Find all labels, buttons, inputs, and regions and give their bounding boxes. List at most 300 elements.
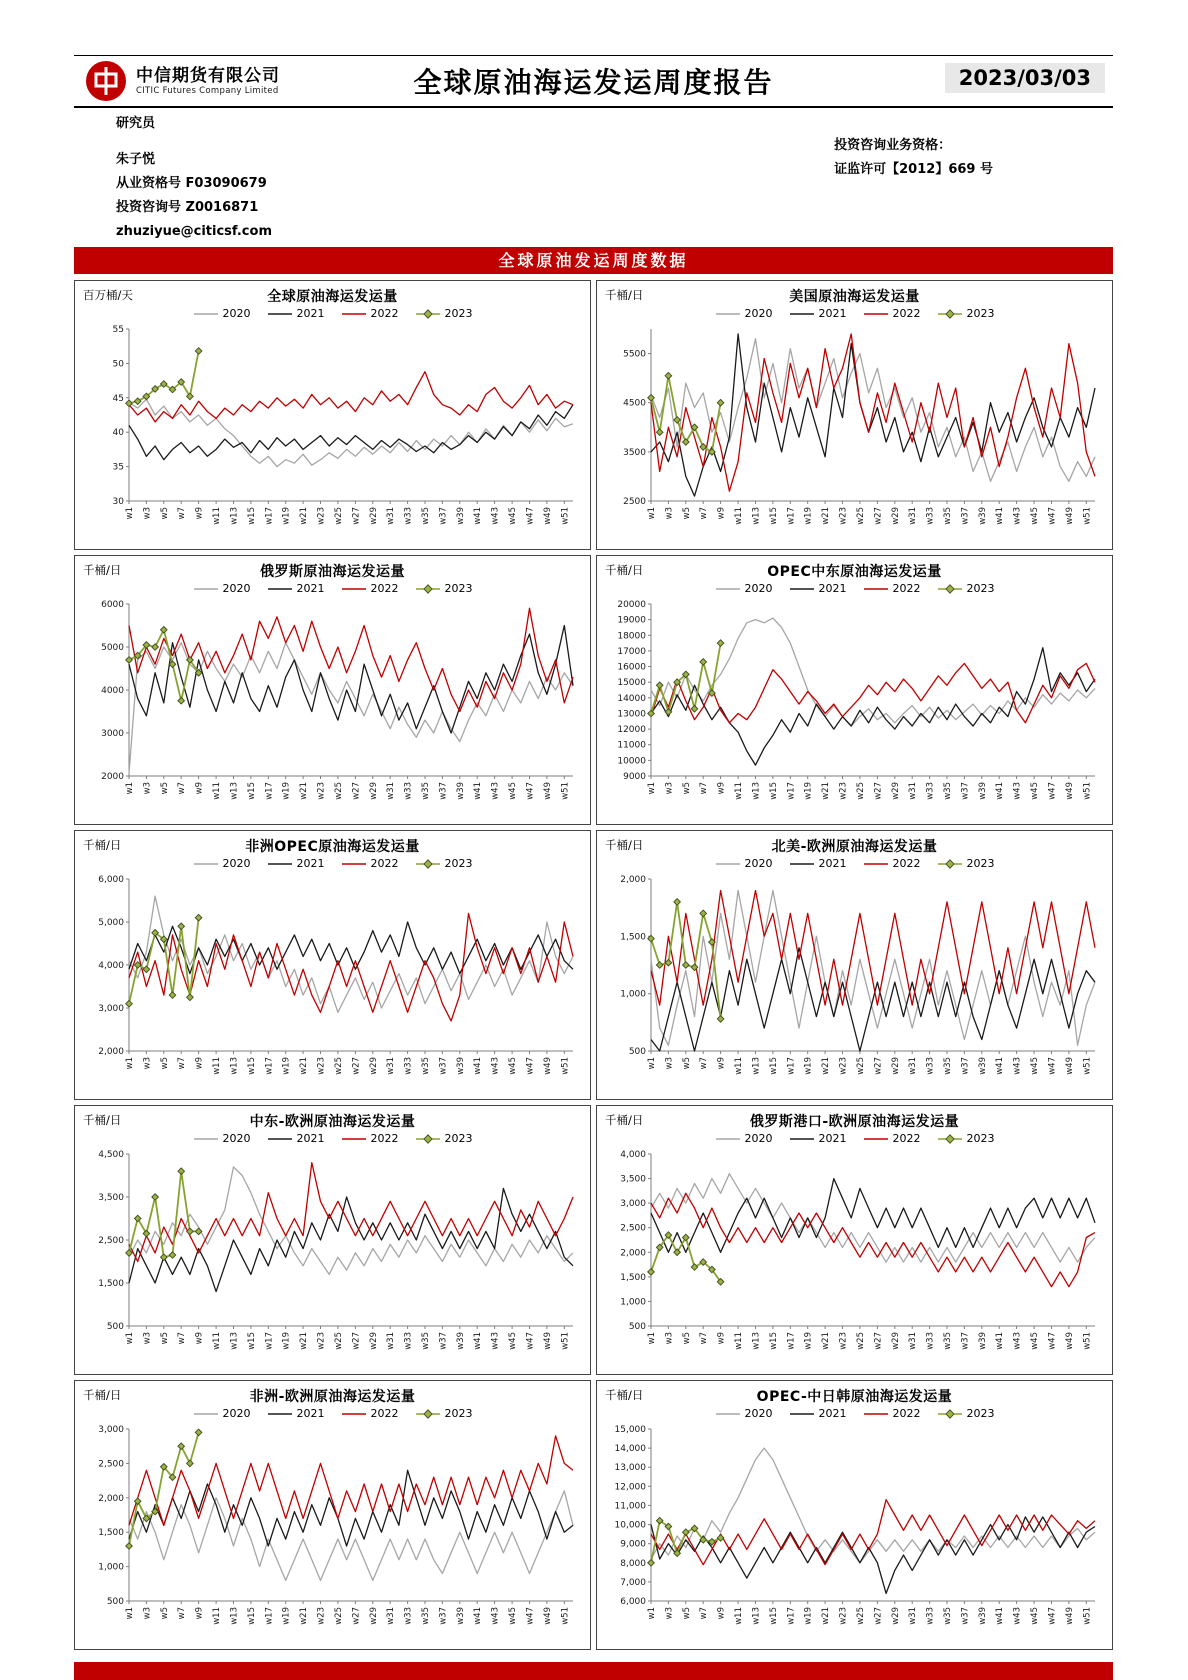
legend-line-swatch bbox=[341, 1134, 367, 1144]
legend-line-swatch bbox=[341, 859, 367, 869]
svg-text:w31: w31 bbox=[908, 1332, 919, 1350]
svg-text:w23: w23 bbox=[316, 1607, 327, 1625]
svg-text:w43: w43 bbox=[1012, 1332, 1023, 1350]
svg-text:18000: 18000 bbox=[617, 631, 646, 642]
svg-text:w29: w29 bbox=[890, 1607, 901, 1625]
svg-text:w27: w27 bbox=[873, 1057, 884, 1075]
legend-line-swatch bbox=[341, 1409, 367, 1419]
svg-text:w3: w3 bbox=[664, 1332, 675, 1345]
svg-text:w19: w19 bbox=[803, 1057, 814, 1075]
svg-text:w5: w5 bbox=[159, 782, 170, 795]
svg-text:5000: 5000 bbox=[101, 643, 124, 653]
chart-cell-us bbox=[596, 280, 1113, 550]
svg-text:w25: w25 bbox=[855, 507, 866, 525]
chart-plot bbox=[597, 871, 1112, 1100]
svg-text:w25: w25 bbox=[855, 782, 866, 800]
chart-cell-opec-cjk bbox=[596, 1380, 1113, 1650]
legend-year-label: 2020 bbox=[744, 857, 773, 870]
chart-cell-africa-opec bbox=[74, 830, 591, 1100]
legend-line-swatch bbox=[937, 859, 963, 869]
svg-text:14,000: 14,000 bbox=[614, 1444, 646, 1455]
legend-line-swatch bbox=[193, 859, 219, 869]
svg-text:w15: w15 bbox=[246, 507, 257, 525]
legend-item-2022 bbox=[341, 1132, 399, 1145]
legend-year-label: 2020 bbox=[744, 582, 773, 595]
chart-cell-mideast-europe bbox=[74, 1105, 591, 1375]
svg-text:w37: w37 bbox=[960, 1332, 971, 1350]
svg-text:w15: w15 bbox=[768, 507, 779, 525]
legend-line-swatch bbox=[193, 1409, 219, 1419]
svg-text:w13: w13 bbox=[229, 1057, 240, 1075]
svg-text:w29: w29 bbox=[368, 1057, 379, 1075]
chart-legend bbox=[597, 581, 1112, 596]
svg-text:1,000: 1,000 bbox=[620, 989, 646, 1000]
svg-text:w7: w7 bbox=[699, 782, 710, 795]
svg-text:6,000: 6,000 bbox=[620, 1597, 646, 1607]
svg-text:w1: w1 bbox=[125, 1607, 135, 1620]
legend-item-2020 bbox=[715, 857, 773, 870]
svg-text:w21: w21 bbox=[821, 1607, 832, 1625]
legend-item-2021 bbox=[267, 1407, 325, 1420]
svg-text:w35: w35 bbox=[943, 1332, 953, 1350]
svg-text:w31: w31 bbox=[386, 1057, 397, 1075]
legend-item-2022 bbox=[341, 582, 399, 595]
svg-text:w51: w51 bbox=[1082, 1332, 1093, 1350]
svg-text:w19: w19 bbox=[281, 782, 292, 800]
svg-text:w49: w49 bbox=[1064, 1607, 1075, 1625]
svg-text:w35: w35 bbox=[421, 1332, 431, 1350]
svg-text:w49: w49 bbox=[542, 1607, 553, 1625]
svg-text:w15: w15 bbox=[768, 782, 779, 800]
svg-text:3,000: 3,000 bbox=[98, 1004, 124, 1014]
svg-text:45: 45 bbox=[112, 393, 124, 404]
svg-text:w35: w35 bbox=[421, 1057, 431, 1075]
svg-text:3,500: 3,500 bbox=[620, 1174, 646, 1185]
svg-text:w25: w25 bbox=[333, 1057, 344, 1075]
legend-item-2020 bbox=[193, 1407, 251, 1420]
legend-year-label: 2023 bbox=[966, 582, 995, 595]
axis-unit-label: 千桶/日 bbox=[83, 1388, 122, 1402]
legend-year-label: 2021 bbox=[296, 582, 325, 595]
chart-header bbox=[597, 1386, 1112, 1406]
legend-year-label: 2022 bbox=[892, 582, 921, 595]
svg-text:w5: w5 bbox=[159, 507, 170, 520]
chart-title: OPEC中东原油海运发运量 bbox=[767, 564, 942, 580]
chart-title: 俄罗斯原油海运发运量 bbox=[260, 564, 405, 580]
svg-text:w33: w33 bbox=[403, 1332, 414, 1350]
svg-text:w39: w39 bbox=[455, 507, 466, 525]
report-header bbox=[74, 55, 1113, 108]
svg-text:w51: w51 bbox=[1082, 1057, 1093, 1075]
svg-text:w13: w13 bbox=[751, 1332, 762, 1350]
svg-text:w1: w1 bbox=[647, 782, 657, 795]
svg-text:w23: w23 bbox=[838, 1057, 849, 1075]
legend-line-swatch bbox=[341, 584, 367, 594]
legend-item-2023 bbox=[415, 1407, 473, 1420]
svg-text:2,000: 2,000 bbox=[98, 1047, 124, 1057]
legend-item-2023 bbox=[937, 582, 995, 595]
svg-text:w9: w9 bbox=[716, 782, 727, 795]
svg-text:w25: w25 bbox=[855, 1057, 866, 1075]
legend-line-swatch bbox=[789, 584, 815, 594]
svg-text:w21: w21 bbox=[299, 782, 310, 800]
svg-text:7,000: 7,000 bbox=[620, 1577, 646, 1588]
svg-text:w5: w5 bbox=[681, 507, 692, 520]
svg-text:w19: w19 bbox=[803, 782, 814, 800]
svg-text:w41: w41 bbox=[995, 1057, 1006, 1075]
svg-text:3000: 3000 bbox=[101, 729, 124, 739]
svg-text:30: 30 bbox=[112, 497, 124, 507]
svg-text:15,000: 15,000 bbox=[614, 1425, 646, 1435]
chart-legend bbox=[597, 306, 1112, 321]
svg-text:w11: w11 bbox=[734, 1332, 745, 1350]
svg-text:w7: w7 bbox=[699, 1607, 710, 1620]
legend-year-label: 2023 bbox=[966, 1132, 995, 1145]
legend-year-label: 2022 bbox=[892, 1407, 921, 1420]
svg-text:w39: w39 bbox=[455, 1057, 466, 1075]
svg-text:w17: w17 bbox=[264, 507, 275, 525]
svg-text:w9: w9 bbox=[716, 1332, 727, 1345]
svg-text:1,000: 1,000 bbox=[620, 1297, 646, 1308]
svg-text:w35: w35 bbox=[943, 1607, 953, 1625]
svg-text:w23: w23 bbox=[838, 1332, 849, 1350]
researcher-advisory-number: 投资咨询号 Z0016871 bbox=[116, 200, 259, 216]
axis-unit-label: 千桶/日 bbox=[83, 838, 122, 852]
license-block bbox=[834, 134, 1113, 244]
svg-text:w3: w3 bbox=[664, 1607, 675, 1620]
svg-text:w39: w39 bbox=[977, 1057, 988, 1075]
svg-text:w31: w31 bbox=[908, 507, 919, 525]
legend-item-2021 bbox=[267, 1132, 325, 1145]
svg-text:w33: w33 bbox=[925, 1607, 936, 1625]
legend-line-swatch bbox=[715, 859, 741, 869]
svg-text:2,000: 2,000 bbox=[98, 1493, 124, 1504]
svg-text:2,500: 2,500 bbox=[98, 1236, 124, 1246]
company-name-block bbox=[136, 66, 280, 97]
svg-text:w9: w9 bbox=[194, 507, 205, 520]
svg-text:w13: w13 bbox=[751, 1057, 762, 1075]
legend-line-swatch bbox=[267, 309, 293, 319]
svg-text:w17: w17 bbox=[264, 1332, 275, 1350]
legend-item-2021 bbox=[789, 1407, 847, 1420]
svg-text:10000: 10000 bbox=[617, 756, 646, 767]
legend-item-2022 bbox=[341, 1407, 399, 1420]
svg-text:4,500: 4,500 bbox=[98, 1150, 124, 1160]
svg-text:w27: w27 bbox=[873, 1332, 884, 1350]
svg-text:w51: w51 bbox=[1082, 782, 1093, 800]
svg-text:w37: w37 bbox=[960, 1057, 971, 1075]
chart-canvas bbox=[601, 596, 1103, 822]
chart-header bbox=[597, 286, 1112, 306]
svg-text:w7: w7 bbox=[699, 1332, 710, 1345]
legend-line-swatch bbox=[863, 309, 889, 319]
legend-item-2023 bbox=[937, 307, 995, 320]
svg-text:w49: w49 bbox=[1064, 782, 1075, 800]
researcher-block bbox=[74, 112, 272, 244]
svg-text:w3: w3 bbox=[664, 507, 675, 520]
chart-canvas bbox=[79, 1146, 581, 1372]
svg-text:w3: w3 bbox=[142, 782, 153, 795]
legend-year-label: 2021 bbox=[296, 1132, 325, 1145]
svg-text:w17: w17 bbox=[786, 507, 797, 525]
chart-cell-russia-ports-europe bbox=[596, 1105, 1113, 1375]
legend-line-swatch bbox=[863, 1134, 889, 1144]
chart-title: 中东-欧洲原油海运发运量 bbox=[249, 1114, 416, 1130]
svg-text:w35: w35 bbox=[943, 1057, 953, 1075]
svg-text:11000: 11000 bbox=[617, 740, 646, 751]
svg-text:8,000: 8,000 bbox=[620, 1558, 646, 1569]
svg-text:w45: w45 bbox=[508, 782, 519, 800]
svg-text:55: 55 bbox=[112, 325, 124, 335]
chart-canvas bbox=[601, 321, 1103, 547]
svg-text:w41: w41 bbox=[473, 782, 484, 800]
chart-legend bbox=[597, 1406, 1112, 1421]
svg-text:w37: w37 bbox=[960, 782, 971, 800]
svg-text:w49: w49 bbox=[542, 782, 553, 800]
svg-text:w3: w3 bbox=[142, 1607, 153, 1620]
svg-text:w35: w35 bbox=[421, 782, 431, 800]
chart-plot bbox=[597, 1421, 1112, 1650]
legend-year-label: 2021 bbox=[818, 582, 847, 595]
svg-text:w9: w9 bbox=[194, 1607, 205, 1620]
svg-text:w23: w23 bbox=[316, 1057, 327, 1075]
svg-text:w33: w33 bbox=[925, 1332, 936, 1350]
svg-text:w43: w43 bbox=[1012, 782, 1023, 800]
svg-text:w31: w31 bbox=[908, 1607, 919, 1625]
legend-item-2023 bbox=[415, 1132, 473, 1145]
section-banner: 全球原油发运周度数据 bbox=[74, 247, 1113, 274]
legend-item-2021 bbox=[789, 857, 847, 870]
legend-year-label: 2021 bbox=[818, 1132, 847, 1145]
legend-line-swatch bbox=[415, 859, 441, 869]
svg-text:w15: w15 bbox=[246, 1332, 257, 1350]
svg-text:w47: w47 bbox=[525, 507, 536, 525]
researcher-label: 研究员 bbox=[116, 116, 156, 131]
legend-year-label: 2022 bbox=[892, 857, 921, 870]
svg-text:w47: w47 bbox=[1047, 782, 1058, 800]
legend-line-swatch bbox=[193, 1134, 219, 1144]
svg-text:w15: w15 bbox=[246, 1057, 257, 1075]
chart-legend bbox=[597, 1131, 1112, 1146]
svg-text:w13: w13 bbox=[229, 1607, 240, 1625]
legend-year-label: 2023 bbox=[444, 857, 473, 870]
svg-text:w11: w11 bbox=[734, 507, 745, 525]
svg-text:2,500: 2,500 bbox=[98, 1459, 124, 1470]
svg-text:w43: w43 bbox=[490, 1332, 501, 1350]
axis-unit-label: 千桶/日 bbox=[605, 1113, 644, 1127]
svg-text:3,000: 3,000 bbox=[620, 1199, 646, 1210]
researcher-qualification: 从业资格号 F03090679 bbox=[116, 176, 267, 192]
axis-unit-label: 千桶/日 bbox=[605, 563, 644, 577]
svg-text:w41: w41 bbox=[995, 1607, 1006, 1625]
svg-text:13000: 13000 bbox=[617, 709, 646, 720]
chart-header bbox=[75, 1386, 590, 1406]
next-section-banner-clipped bbox=[74, 1662, 1113, 1680]
svg-text:3,500: 3,500 bbox=[98, 1193, 124, 1203]
svg-text:w1: w1 bbox=[125, 1057, 135, 1070]
svg-text:12000: 12000 bbox=[617, 725, 646, 736]
legend-line-swatch bbox=[267, 1134, 293, 1144]
svg-text:9,000: 9,000 bbox=[620, 1539, 646, 1550]
svg-text:w29: w29 bbox=[890, 1332, 901, 1350]
legend-item-2020 bbox=[715, 307, 773, 320]
svg-text:w37: w37 bbox=[438, 782, 449, 800]
svg-text:6,000: 6,000 bbox=[98, 875, 124, 885]
svg-text:w45: w45 bbox=[508, 1057, 519, 1075]
chart-header bbox=[75, 286, 590, 306]
charts-grid bbox=[74, 280, 1113, 1650]
svg-text:w27: w27 bbox=[351, 1607, 362, 1625]
svg-text:w49: w49 bbox=[542, 1332, 553, 1350]
svg-text:w1: w1 bbox=[125, 782, 135, 795]
citic-logo-icon bbox=[84, 59, 128, 103]
chart-plot bbox=[75, 1421, 590, 1650]
legend-line-swatch bbox=[267, 859, 293, 869]
svg-text:w51: w51 bbox=[560, 1057, 571, 1075]
svg-text:w13: w13 bbox=[751, 782, 762, 800]
legend-line-swatch bbox=[863, 1409, 889, 1419]
legend-item-2021 bbox=[789, 1132, 847, 1145]
legend-year-label: 2020 bbox=[222, 1407, 251, 1420]
svg-text:w51: w51 bbox=[560, 1607, 571, 1625]
chart-plot bbox=[75, 1146, 590, 1375]
legend-item-2022 bbox=[863, 582, 921, 595]
svg-text:w13: w13 bbox=[229, 1332, 240, 1350]
legend-item-2023 bbox=[415, 582, 473, 595]
svg-text:2500: 2500 bbox=[623, 497, 646, 507]
svg-text:2,000: 2,000 bbox=[620, 1248, 646, 1259]
legend-item-2020 bbox=[193, 1132, 251, 1145]
svg-text:11,000: 11,000 bbox=[614, 1501, 646, 1512]
chart-plot bbox=[597, 321, 1112, 550]
svg-text:40: 40 bbox=[112, 428, 124, 439]
legend-line-swatch bbox=[341, 309, 367, 319]
legend-year-label: 2022 bbox=[370, 582, 399, 595]
svg-text:w21: w21 bbox=[299, 1607, 310, 1625]
legend-line-swatch bbox=[789, 309, 815, 319]
svg-text:50: 50 bbox=[112, 359, 124, 370]
svg-text:w41: w41 bbox=[473, 1057, 484, 1075]
legend-year-label: 2021 bbox=[818, 857, 847, 870]
svg-text:w21: w21 bbox=[821, 1332, 832, 1350]
legend-year-label: 2022 bbox=[892, 1132, 921, 1145]
svg-text:w51: w51 bbox=[560, 782, 571, 800]
legend-line-swatch bbox=[789, 1409, 815, 1419]
svg-text:w43: w43 bbox=[1012, 1057, 1023, 1075]
legend-year-label: 2022 bbox=[370, 857, 399, 870]
svg-text:5,000: 5,000 bbox=[98, 918, 124, 928]
svg-text:w7: w7 bbox=[177, 1057, 188, 1070]
svg-text:w7: w7 bbox=[177, 1332, 188, 1345]
legend-item-2022 bbox=[863, 857, 921, 870]
svg-text:w27: w27 bbox=[873, 782, 884, 800]
svg-text:4,000: 4,000 bbox=[98, 961, 124, 971]
svg-text:w43: w43 bbox=[490, 782, 501, 800]
legend-item-2022 bbox=[863, 307, 921, 320]
svg-text:14000: 14000 bbox=[617, 693, 646, 704]
chart-legend bbox=[75, 856, 590, 871]
svg-text:w7: w7 bbox=[177, 507, 188, 520]
svg-text:w7: w7 bbox=[699, 507, 710, 520]
svg-text:w41: w41 bbox=[473, 1607, 484, 1625]
svg-text:1,500: 1,500 bbox=[98, 1528, 124, 1539]
svg-text:2000: 2000 bbox=[101, 772, 124, 782]
svg-text:w33: w33 bbox=[925, 1057, 936, 1075]
svg-text:4000: 4000 bbox=[101, 686, 124, 696]
chart-plot bbox=[75, 871, 590, 1100]
legend-year-label: 2021 bbox=[296, 857, 325, 870]
svg-text:w37: w37 bbox=[438, 507, 449, 525]
svg-text:w45: w45 bbox=[1030, 1607, 1041, 1625]
svg-text:w9: w9 bbox=[716, 1057, 727, 1070]
svg-text:w33: w33 bbox=[925, 507, 936, 525]
svg-text:w51: w51 bbox=[1082, 507, 1093, 525]
svg-text:w31: w31 bbox=[386, 782, 397, 800]
legend-year-label: 2020 bbox=[222, 582, 251, 595]
legend-line-swatch bbox=[937, 1409, 963, 1419]
legend-item-2021 bbox=[789, 307, 847, 320]
svg-text:w47: w47 bbox=[525, 1057, 536, 1075]
svg-text:w43: w43 bbox=[490, 507, 501, 525]
svg-text:w13: w13 bbox=[751, 1607, 762, 1625]
legend-item-2020 bbox=[193, 582, 251, 595]
legend-line-swatch bbox=[193, 309, 219, 319]
svg-text:w33: w33 bbox=[925, 782, 936, 800]
svg-text:w9: w9 bbox=[194, 1057, 205, 1070]
svg-text:w19: w19 bbox=[803, 1332, 814, 1350]
svg-text:w29: w29 bbox=[368, 782, 379, 800]
legend-line-swatch bbox=[863, 859, 889, 869]
svg-text:w39: w39 bbox=[455, 782, 466, 800]
svg-text:w39: w39 bbox=[977, 1332, 988, 1350]
axis-unit-label: 百万桶/天 bbox=[83, 288, 133, 302]
legend-item-2020 bbox=[193, 307, 251, 320]
chart-canvas bbox=[79, 871, 581, 1097]
svg-text:w17: w17 bbox=[264, 1607, 275, 1625]
chart-title: 非洲OPEC原油海运发运量 bbox=[245, 839, 420, 855]
svg-text:2,500: 2,500 bbox=[620, 1223, 646, 1234]
chart-canvas bbox=[601, 871, 1103, 1097]
svg-text:w19: w19 bbox=[803, 1607, 814, 1625]
chart-cell-russia bbox=[74, 555, 591, 825]
svg-text:w21: w21 bbox=[299, 1057, 310, 1075]
chart-canvas bbox=[79, 596, 581, 822]
svg-text:3,000: 3,000 bbox=[98, 1425, 124, 1435]
legend-line-swatch bbox=[937, 1134, 963, 1144]
svg-text:13,000: 13,000 bbox=[614, 1463, 646, 1474]
svg-text:w27: w27 bbox=[351, 782, 362, 800]
svg-text:w13: w13 bbox=[229, 507, 240, 525]
svg-text:w11: w11 bbox=[734, 1057, 745, 1075]
report-date: 2023/03/03 bbox=[945, 63, 1105, 93]
svg-text:w9: w9 bbox=[716, 507, 727, 520]
svg-text:w21: w21 bbox=[821, 1057, 832, 1075]
svg-text:w25: w25 bbox=[333, 782, 344, 800]
svg-text:w17: w17 bbox=[264, 782, 275, 800]
svg-text:w45: w45 bbox=[508, 507, 519, 525]
researcher-email: zhuziyue@citicsf.com bbox=[116, 224, 272, 240]
svg-text:w43: w43 bbox=[1012, 1607, 1023, 1625]
chart-plot bbox=[597, 1146, 1112, 1375]
legend-item-2021 bbox=[267, 582, 325, 595]
svg-text:w13: w13 bbox=[751, 507, 762, 525]
svg-text:w1: w1 bbox=[647, 1607, 657, 1620]
legend-year-label: 2021 bbox=[296, 1407, 325, 1420]
chart-title: 全球原油海运发运量 bbox=[267, 289, 398, 305]
svg-text:w15: w15 bbox=[246, 1607, 257, 1625]
axis-unit-label: 千桶/日 bbox=[605, 288, 644, 302]
license-line2: 证监许可【2012】669 号 bbox=[834, 162, 993, 178]
